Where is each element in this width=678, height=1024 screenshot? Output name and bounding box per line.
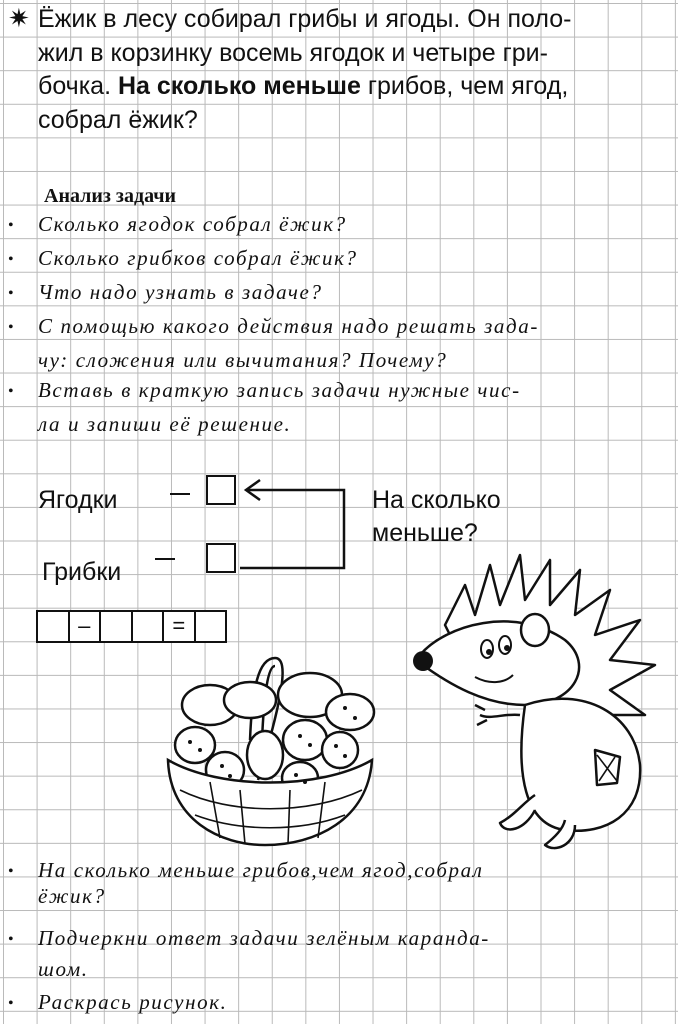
berries-input-box[interactable] xyxy=(206,475,236,505)
minus-sign: – xyxy=(68,610,102,643)
difference-question: На сколько меньше? xyxy=(372,486,501,547)
analysis-question-3: • Что надо узнать в задаче? xyxy=(8,280,323,304)
star-icon: ✷ xyxy=(8,3,30,33)
task-line-4: собрал ёжик? xyxy=(38,105,198,134)
mushrooms-label: Грибки xyxy=(42,558,122,586)
answer-cell[interactable] xyxy=(194,610,228,643)
bullet: • xyxy=(8,995,16,1013)
solution-cell[interactable] xyxy=(99,610,133,643)
analysis-question-5: • Вставь в краткую запись задачи нужные чис- ла и запиши её решение. xyxy=(8,378,521,436)
solution-strip xyxy=(38,610,227,643)
solution-cell[interactable] xyxy=(36,610,70,643)
solution-cell[interactable] xyxy=(131,610,165,643)
task-text xyxy=(8,2,670,137)
bullet: • xyxy=(8,863,16,881)
final-question-1: • На сколько меньше грибов,чем ягод,собрал ёжик? xyxy=(8,858,484,908)
equals-sign: = xyxy=(162,610,196,643)
analysis-question-4: • С помощью какого действия надо решать зада- чу: сложения или вычитания? Почему? xyxy=(8,314,539,372)
comparison-bracket-icon xyxy=(236,478,356,578)
task-line-1: ✷ Ёжик в лесу собирал грибы и ягоды. Он поло- xyxy=(8,2,670,37)
bullet: • xyxy=(8,285,16,303)
analysis-question-1: • Сколько ягодок собрал ёжик? xyxy=(8,212,347,236)
mushrooms-input-box[interactable] xyxy=(206,543,236,573)
task-line-2: жил в корзинку восемь ягодок и четыре гри- xyxy=(38,38,548,67)
mushrooms-dash xyxy=(155,558,175,560)
bullet: • xyxy=(8,319,16,337)
bullet: • xyxy=(8,931,16,949)
analysis-question-2: • Сколько грибков собрал ёжик? xyxy=(8,246,358,270)
final-question-3: • Раскрась рисунок. xyxy=(8,990,228,1014)
task-emphasis: На сколько меньше xyxy=(117,72,361,101)
bullet: • xyxy=(8,251,16,269)
bullet: • xyxy=(8,383,16,401)
analysis-title: Анализ задачи xyxy=(44,185,177,207)
basket-illustration xyxy=(140,650,390,850)
bullet: • xyxy=(8,217,16,235)
berries-label: Ягодки xyxy=(38,486,118,514)
hedgehog-illustration xyxy=(405,545,667,855)
final-question-2: • Подчеркни ответ задачи зелёным каранда- шом. xyxy=(8,926,490,981)
berries-dash xyxy=(170,493,190,495)
task-line-3: бочка. На сколько меньше грибов, чем ягод, xyxy=(38,72,569,101)
